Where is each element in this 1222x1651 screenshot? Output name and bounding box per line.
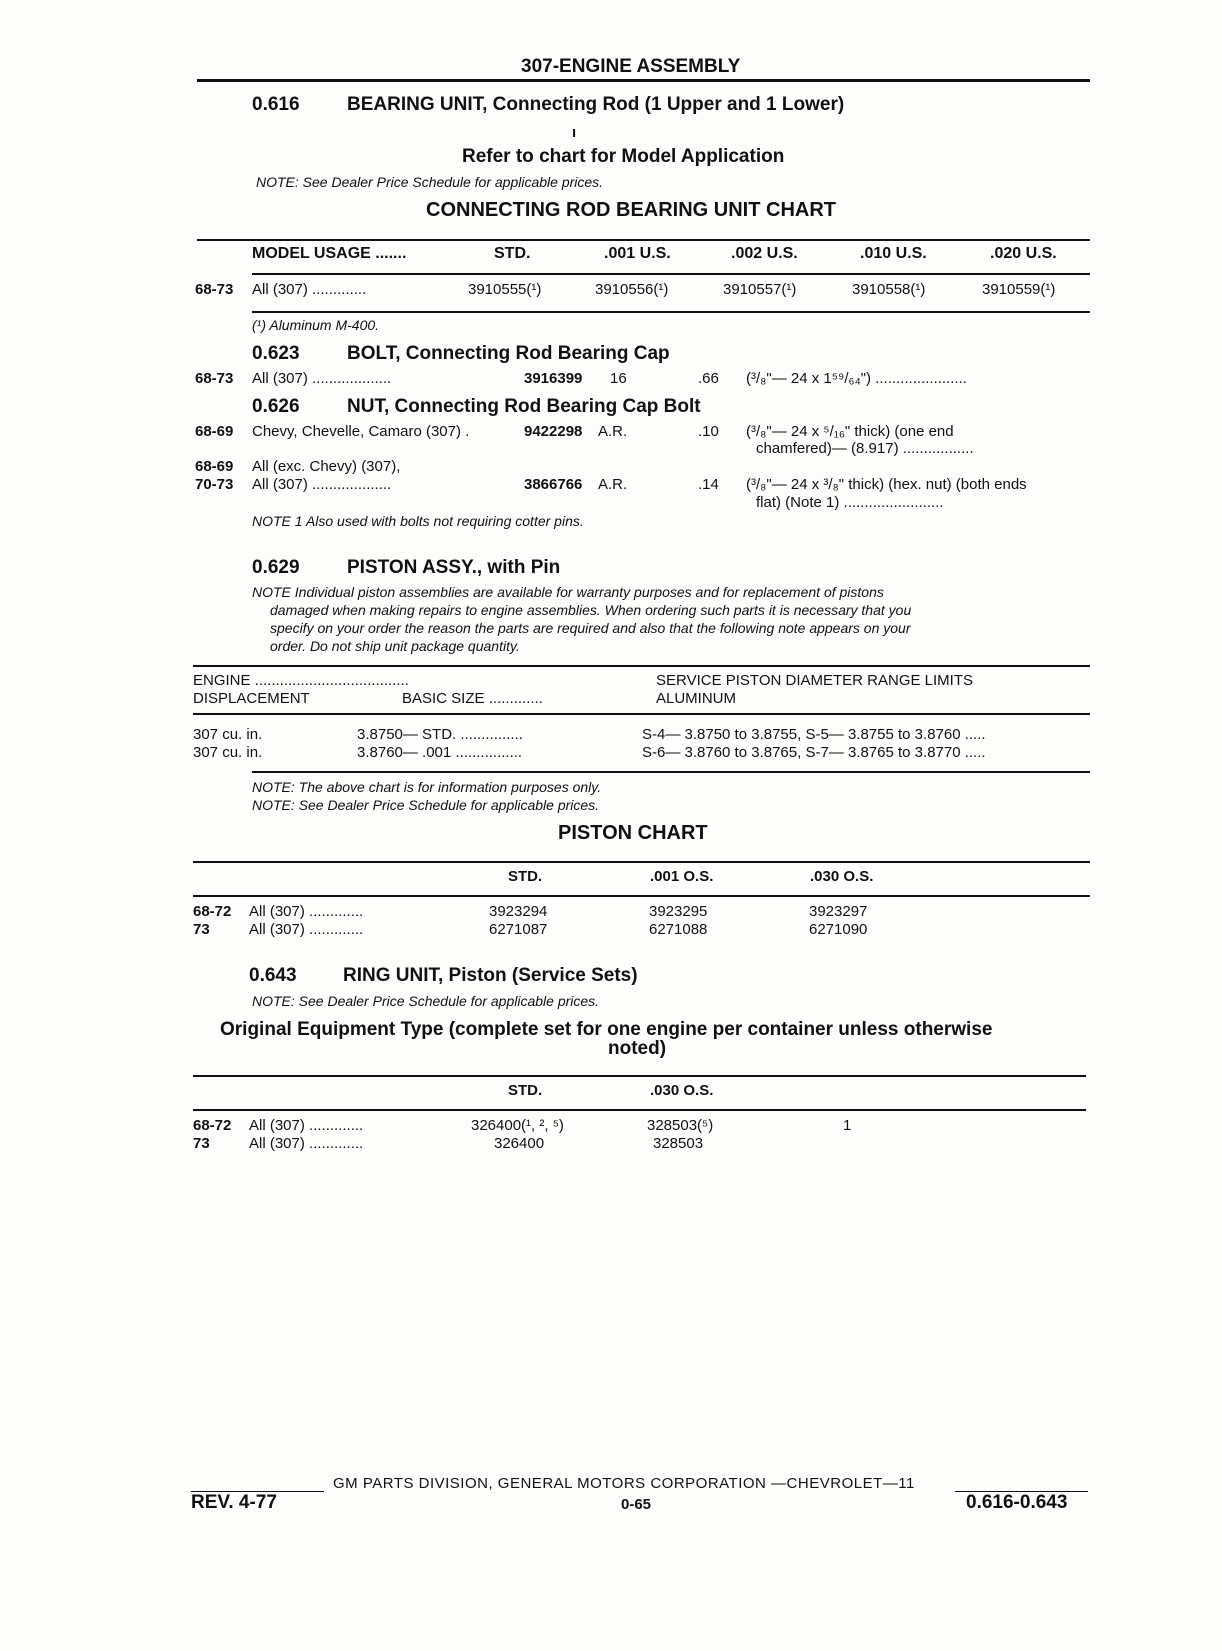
section-616-refer: Refer to chart for Model Application	[462, 146, 785, 167]
ring-row1-030: 328503(⁵)	[647, 1117, 714, 1134]
bolt-part-number: 3916399	[524, 370, 583, 387]
section-643-number: 0.643	[249, 965, 297, 986]
piston-row1-std: 3923294	[489, 903, 548, 920]
bolt-price: .66	[698, 370, 719, 387]
page-title: 307-ENGINE ASSEMBLY	[521, 56, 741, 77]
displacement-table-top-rule	[193, 665, 1090, 667]
piston-row2-030: 6271090	[809, 921, 868, 938]
header-rule	[197, 79, 1090, 82]
piston-row1-model: All (307) .............	[249, 903, 364, 920]
piston-note-prices: NOTE: See Dealer Price Schedule for applicable prices.	[252, 797, 600, 813]
hdr-basic-size: BASIC SIZE .............	[402, 690, 543, 707]
col-020-us: .020 U.S.	[990, 245, 1057, 262]
nut1-desc-line2: chamfered)— (8.917) .................	[756, 440, 974, 457]
nut-note-1: NOTE 1 Also used with bolts not requiring cotter pins.	[252, 513, 584, 529]
footer-corporation: GM PARTS DIVISION, GENERAL MOTORS CORPORATION —CHEVROLET—11	[333, 1475, 915, 1492]
section-623-number: 0.623	[252, 343, 300, 364]
piston-row2-001: 6271088	[649, 921, 708, 938]
piston-chart-header-rule	[193, 895, 1090, 897]
ring-subtitle-line2: noted)	[608, 1038, 667, 1059]
nut2-desc-line2: flat) (Note 1) ........................	[756, 494, 944, 511]
hdr-displacement: DISPLACEMENT	[193, 690, 310, 707]
nut2-years1: 68-69	[195, 458, 234, 475]
ring-table-header-rule	[193, 1109, 1086, 1111]
ring-row1-model: All (307) .............	[249, 1117, 364, 1134]
disp-row2-range: S-6— 3.8760 to 3.8765, S-7— 3.8765 to 3.8770 .....	[642, 744, 986, 761]
nut2-model1: All (exc. Chevy) (307),	[252, 458, 401, 475]
bearing-footnote: (¹) Aluminum M-400.	[252, 317, 380, 333]
piston-row1-years: 68-72	[193, 903, 232, 920]
bolt-description: (³/₈"— 24 x 1⁵⁹/₆₄") ......................	[746, 370, 967, 387]
col-002-us: .002 U.S.	[731, 245, 798, 262]
bolt-qty: 16	[610, 370, 627, 387]
piston-row1-030: 3923297	[809, 903, 868, 920]
nut1-qty: A.R.	[598, 423, 628, 440]
col-001-us: .001 U.S.	[604, 245, 671, 262]
piston-note-line2: damaged when making repairs to engine assemblies. When ordering such parts it is necessary that you	[270, 602, 912, 618]
piston-note-info: NOTE: The above chart is for information purposes only.	[252, 779, 602, 795]
col-std: STD.	[494, 245, 531, 262]
displacement-table-header-rule	[193, 713, 1090, 715]
footer-page-number: 0-65	[621, 1496, 652, 1513]
bearing-chart-title: CONNECTING ROD BEARING UNIT CHART	[426, 199, 836, 221]
piston-row2-std: 6271087	[489, 921, 548, 938]
nut2-model2: All (307) ...................	[252, 476, 392, 493]
disp-row1-size: 3.8750— STD. ...............	[357, 726, 523, 743]
bolt-years: 68-73	[195, 370, 234, 387]
nut1-part-number: 9422298	[524, 423, 583, 440]
section-629-number: 0.629	[252, 557, 300, 578]
bearing-chart-header-rule	[252, 273, 1090, 275]
hdr-engine: ENGINE .....................................	[193, 672, 409, 689]
ring-row1-qty: 1	[843, 1117, 852, 1134]
ring-row2-030: 328503	[653, 1135, 704, 1152]
piston-note-line1: NOTE Individual piston assemblies are available for warranty purposes and for replacement of pistons	[252, 584, 884, 600]
tick-mark: ı	[572, 124, 577, 141]
bearing-row-010: 3910558(¹)	[852, 281, 926, 298]
ring-subtitle-line1: Original Equipment Type (complete set for one engine per container unless otherwise	[220, 1019, 993, 1040]
disp-row2-size: 3.8760— .001 ................	[357, 744, 523, 761]
section-626-title: NUT, Connecting Rod Bearing Cap Bolt	[347, 396, 701, 417]
piston-chart-top-rule	[193, 861, 1090, 863]
footer-section-range: 0.616-0.643	[966, 1492, 1068, 1513]
displacement-table-bottom-rule	[252, 771, 1090, 773]
section-623-title: BOLT, Connecting Rod Bearing Cap	[347, 343, 670, 364]
hdr-aluminum: ALUMINUM	[656, 690, 737, 707]
piston-col-001-os: .001 O.S.	[650, 868, 714, 885]
ring-row2-model: All (307) .............	[249, 1135, 364, 1152]
piston-col-030-os: .030 O.S.	[810, 868, 874, 885]
ring-table-top-rule	[193, 1075, 1086, 1077]
nut2-years2: 70-73	[195, 476, 234, 493]
ring-row1-years: 68-72	[193, 1117, 232, 1134]
section-643-title: RING UNIT, Piston (Service Sets)	[343, 965, 638, 986]
nut2-desc-line1: (³/₈"— 24 x ³/₈" thick) (hex. nut) (both ends	[746, 476, 1027, 493]
footer-revision: REV. 4-77	[191, 1492, 277, 1513]
bearing-row-020: 3910559(¹)	[982, 281, 1056, 298]
ring-row2-years: 73	[193, 1135, 210, 1152]
section-616-number: 0.616	[252, 94, 300, 115]
nut1-model: Chevy, Chevelle, Camaro (307) .	[252, 423, 470, 440]
col-010-us: .010 U.S.	[860, 245, 927, 262]
disp-row2-engine: 307 cu. in.	[193, 744, 263, 761]
bolt-model: All (307) ...................	[252, 370, 392, 387]
ring-col-std: STD.	[508, 1082, 543, 1099]
section-616-title: BEARING UNIT, Connecting Rod (1 Upper and 1 Lower)	[347, 94, 845, 115]
nut2-qty: A.R.	[598, 476, 628, 493]
bearing-row-std: 3910555(¹)	[468, 281, 542, 298]
nut1-price: .10	[698, 423, 719, 440]
col-model-usage: MODEL USAGE .......	[252, 245, 407, 262]
piston-row2-model: All (307) .............	[249, 921, 364, 938]
hdr-service-piston: SERVICE PISTON DIAMETER RANGE LIMITS	[656, 672, 974, 689]
nut1-desc-line1: (³/₈"— 24 x ⁵/₁₆" thick) (one end	[746, 423, 954, 440]
section-616-note: NOTE: See Dealer Price Schedule for applicable prices.	[256, 174, 604, 190]
bearing-row-002: 3910557(¹)	[723, 281, 797, 298]
nut2-price: .14	[698, 476, 719, 493]
section-626-number: 0.626	[252, 396, 300, 417]
nut2-part-number: 3866766	[524, 476, 583, 493]
ring-col-030-os: .030 O.S.	[650, 1082, 714, 1099]
piston-chart-title: PISTON CHART	[558, 822, 708, 844]
piston-note-line3: specify on your order the reason the parts are required and also that the following note appears on your	[270, 620, 911, 636]
bearing-chart-top-rule	[197, 239, 1090, 241]
piston-row1-001: 3923295	[649, 903, 708, 920]
ring-row1-std: 326400(¹, ², ⁵)	[471, 1117, 564, 1134]
bearing-row-model: All (307) .............	[252, 281, 367, 298]
piston-col-std: STD.	[508, 868, 543, 885]
ring-row2-std: 326400	[494, 1135, 545, 1152]
section-629-title: PISTON ASSY., with Pin	[347, 557, 561, 578]
bearing-chart-bottom-rule	[252, 311, 1090, 313]
bearing-row-years: 68-73	[195, 281, 234, 298]
piston-note-line4: order. Do not ship unit package quantity.	[270, 638, 520, 654]
piston-row2-years: 73	[193, 921, 210, 938]
bearing-row-001: 3910556(¹)	[595, 281, 669, 298]
disp-row1-range: S-4— 3.8750 to 3.8755, S-5— 3.8755 to 3.8760 .....	[642, 726, 986, 743]
disp-row1-engine: 307 cu. in.	[193, 726, 263, 743]
ring-note: NOTE: See Dealer Price Schedule for applicable prices.	[252, 993, 600, 1009]
nut1-years: 68-69	[195, 423, 234, 440]
